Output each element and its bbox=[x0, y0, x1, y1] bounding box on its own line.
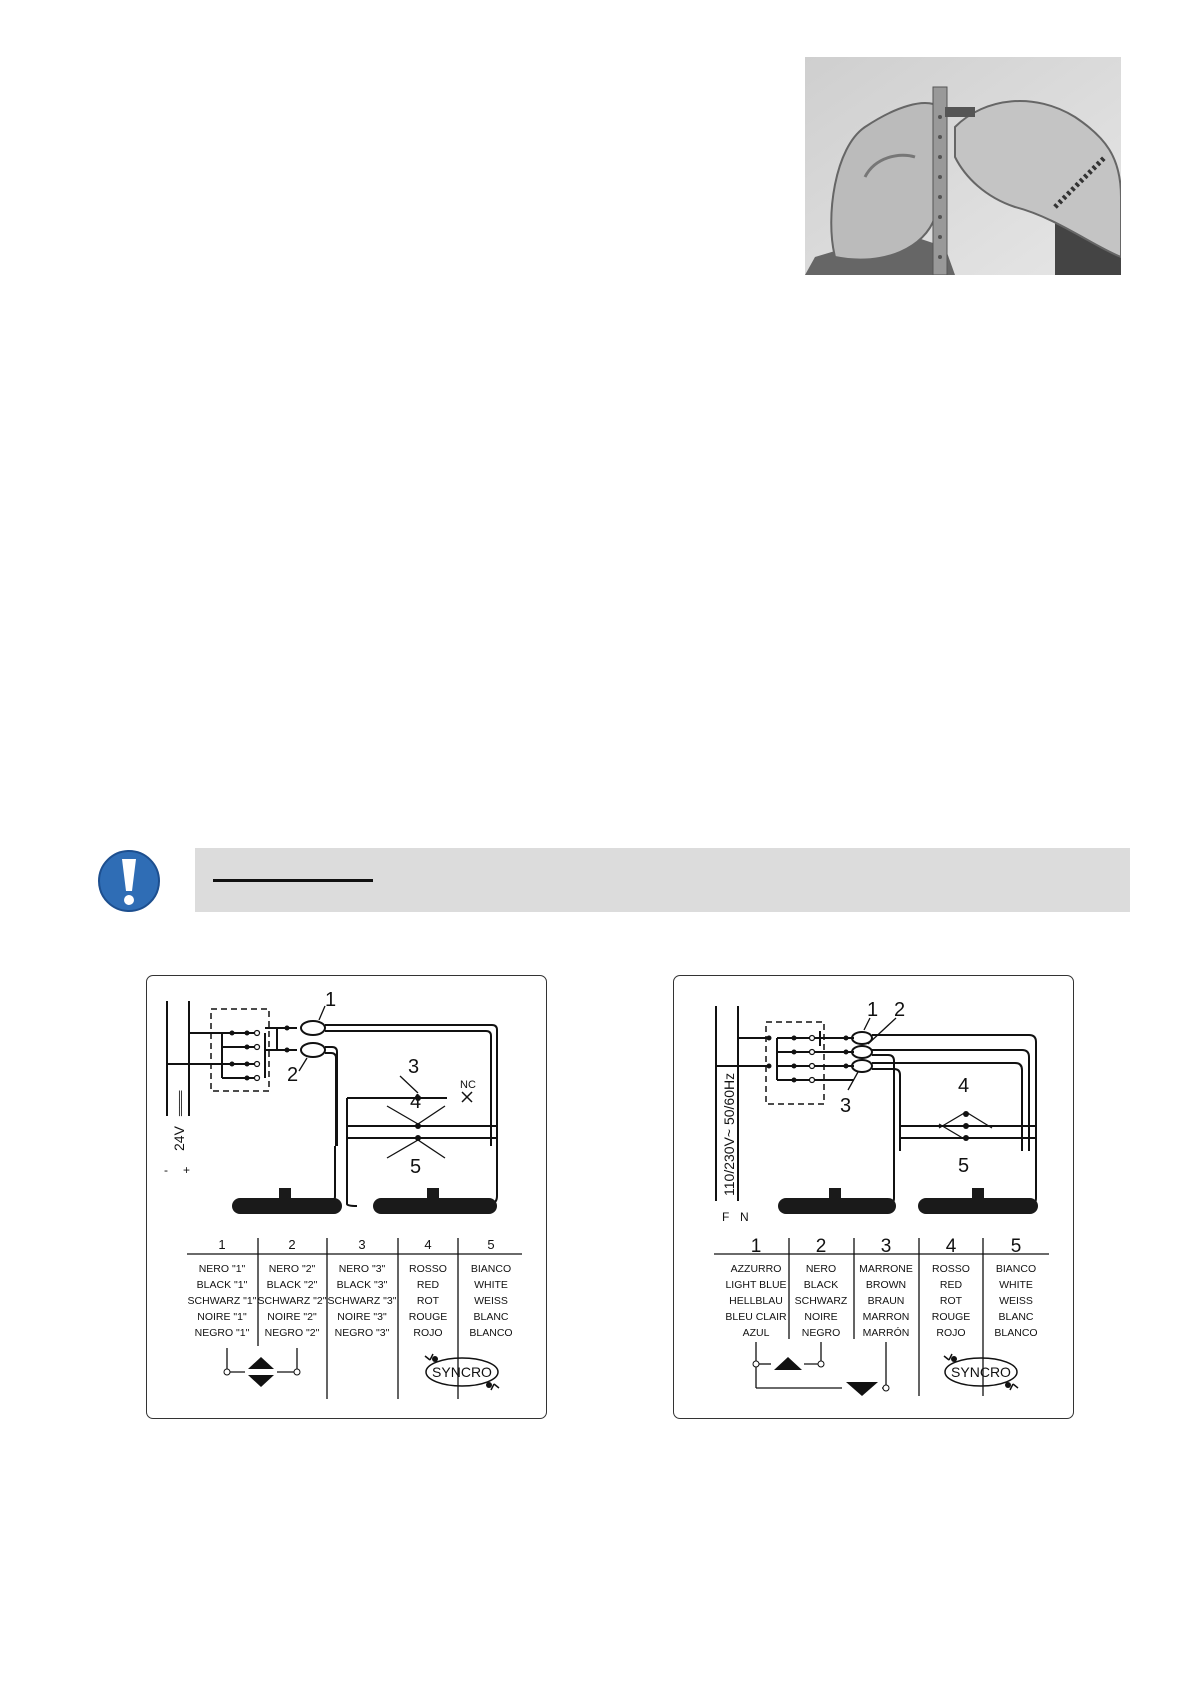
wire-label: RED bbox=[939, 1279, 963, 1291]
wire-label: BLANC bbox=[998, 1311, 1034, 1323]
actuator-right bbox=[373, 1188, 497, 1214]
callout-5: 5 bbox=[410, 1156, 422, 1178]
wire-label: AZZURRO bbox=[730, 1263, 782, 1275]
wire-label: ROJO bbox=[413, 1327, 443, 1339]
wire-label: NEGRO bbox=[801, 1327, 841, 1339]
wire-label: NERO "2" bbox=[268, 1263, 316, 1275]
wire-label: SCHWARZ "1" bbox=[187, 1295, 257, 1307]
installation-photo bbox=[805, 57, 1121, 275]
wire-label: WEISS bbox=[474, 1295, 508, 1307]
callout-4: 4 bbox=[958, 1075, 970, 1097]
wire-label: NERO "3" bbox=[338, 1263, 386, 1275]
col-4-number: 4 bbox=[945, 1236, 957, 1257]
wire-label: NOIRE "1" bbox=[197, 1311, 247, 1323]
wire-label: MARRON bbox=[862, 1311, 910, 1323]
wire-label: ROT bbox=[416, 1295, 440, 1307]
wire-label: BLACK "2" bbox=[266, 1279, 318, 1291]
callout-4: 4 bbox=[410, 1091, 422, 1113]
wire-label: NEGRO "2" bbox=[264, 1327, 320, 1339]
polarity-plus: + bbox=[183, 1163, 191, 1177]
wire-label: BIANCO bbox=[470, 1263, 512, 1275]
wire-label: ROSSO bbox=[409, 1263, 447, 1275]
wire-label: BLANC bbox=[473, 1311, 509, 1323]
wiring-diagram-24v-drawing bbox=[147, 976, 546, 1418]
up-down-command-icon bbox=[224, 1348, 300, 1387]
wire-label: NOIRE "2" bbox=[267, 1311, 317, 1323]
wire-label: NERO "1" bbox=[198, 1263, 246, 1275]
actuator-right bbox=[918, 1188, 1038, 1214]
warning-exclamation-icon bbox=[97, 849, 161, 913]
warning-note-bar bbox=[195, 848, 1130, 912]
wire-label: ROSSO bbox=[932, 1263, 970, 1275]
callout-2: 2 bbox=[894, 999, 906, 1021]
wire-label: BLACK "3" bbox=[336, 1279, 388, 1291]
wiring-diagram-230v-drawing bbox=[674, 976, 1073, 1418]
col-1-number: 1 bbox=[750, 1236, 762, 1257]
wire-label: ROT bbox=[939, 1295, 963, 1307]
col-2-number: 2 bbox=[288, 1237, 296, 1252]
wire-label: LIGHT BLUE bbox=[725, 1279, 787, 1291]
wiring-diagram-230v bbox=[673, 975, 1074, 1419]
col-5-number: 5 bbox=[1010, 1236, 1022, 1257]
warning-heading-underline bbox=[213, 879, 373, 882]
callout-5: 5 bbox=[958, 1155, 970, 1177]
polarity-minus: - bbox=[164, 1163, 168, 1177]
wire-label: AZUL bbox=[742, 1327, 770, 1339]
wire-label: BLANCO bbox=[994, 1327, 1038, 1339]
wire-label: HELLBLAU bbox=[729, 1295, 783, 1307]
col-2-number: 2 bbox=[815, 1236, 827, 1257]
supply-voltage-label: 110/230V~ 50/60Hz bbox=[721, 1072, 737, 1196]
wire-label: BLACK "1" bbox=[196, 1279, 248, 1291]
col-3-number: 3 bbox=[880, 1236, 892, 1257]
wire-label: BRAUN bbox=[867, 1295, 905, 1307]
wire-label: BROWN bbox=[865, 1279, 907, 1291]
col-1-number: 1 bbox=[218, 1237, 226, 1252]
wire-label: WHITE bbox=[474, 1279, 508, 1291]
wire-label: ROJO bbox=[936, 1327, 966, 1339]
syncro-label: SYNCRO bbox=[951, 1364, 1011, 1380]
neutral-label: N bbox=[740, 1210, 749, 1224]
wire-label: ROUGE bbox=[408, 1311, 448, 1323]
wire-label: BLEU CLAIR bbox=[725, 1311, 787, 1323]
down-command-icon bbox=[846, 1382, 878, 1396]
col-3-number: 3 bbox=[358, 1237, 366, 1252]
actuator-left bbox=[232, 1188, 342, 1214]
wire-label: ROUGE bbox=[931, 1311, 971, 1323]
wire-label: SCHWARZ "2" bbox=[257, 1295, 327, 1307]
wire-label: NERO bbox=[805, 1263, 837, 1275]
dc-symbol: ═══ bbox=[173, 1090, 187, 1116]
wire-label: BIANCO bbox=[995, 1263, 1037, 1275]
callout-3: 3 bbox=[408, 1056, 420, 1078]
wire-label: WEISS bbox=[999, 1295, 1033, 1307]
syncro-logo bbox=[425, 1354, 499, 1390]
callout-2: 2 bbox=[287, 1064, 299, 1086]
wire-label: NEGRO "3" bbox=[334, 1327, 390, 1339]
wire-label: NOIRE bbox=[804, 1311, 838, 1323]
wire-label: RED bbox=[416, 1279, 440, 1291]
wire-label: MARRONE bbox=[859, 1263, 913, 1275]
syncro-label: SYNCRO bbox=[432, 1364, 492, 1380]
actuator-left bbox=[778, 1188, 896, 1214]
syncro-logo bbox=[944, 1354, 1018, 1390]
wiring-diagram-24v bbox=[146, 975, 547, 1419]
wire-label: BLACK bbox=[803, 1279, 839, 1291]
nc-label: NC bbox=[460, 1079, 476, 1091]
wire-label: BLANCO bbox=[469, 1327, 513, 1339]
callout-1: 1 bbox=[867, 999, 879, 1021]
supply-voltage-label: 24V bbox=[171, 1126, 187, 1151]
col-4-number: 4 bbox=[424, 1237, 432, 1252]
col-5-number: 5 bbox=[487, 1237, 495, 1252]
callout-1: 1 bbox=[325, 989, 337, 1011]
wire-label: NOIRE "3" bbox=[337, 1311, 387, 1323]
wire-label: WHITE bbox=[999, 1279, 1033, 1291]
phase-label: F bbox=[722, 1210, 730, 1224]
wire-label: SCHWARZ bbox=[794, 1295, 848, 1307]
wire-label: MARRÓN bbox=[862, 1327, 910, 1339]
wire-label: NEGRO "1" bbox=[194, 1327, 250, 1339]
callout-3: 3 bbox=[840, 1095, 852, 1117]
wire-label: SCHWARZ "3" bbox=[327, 1295, 397, 1307]
